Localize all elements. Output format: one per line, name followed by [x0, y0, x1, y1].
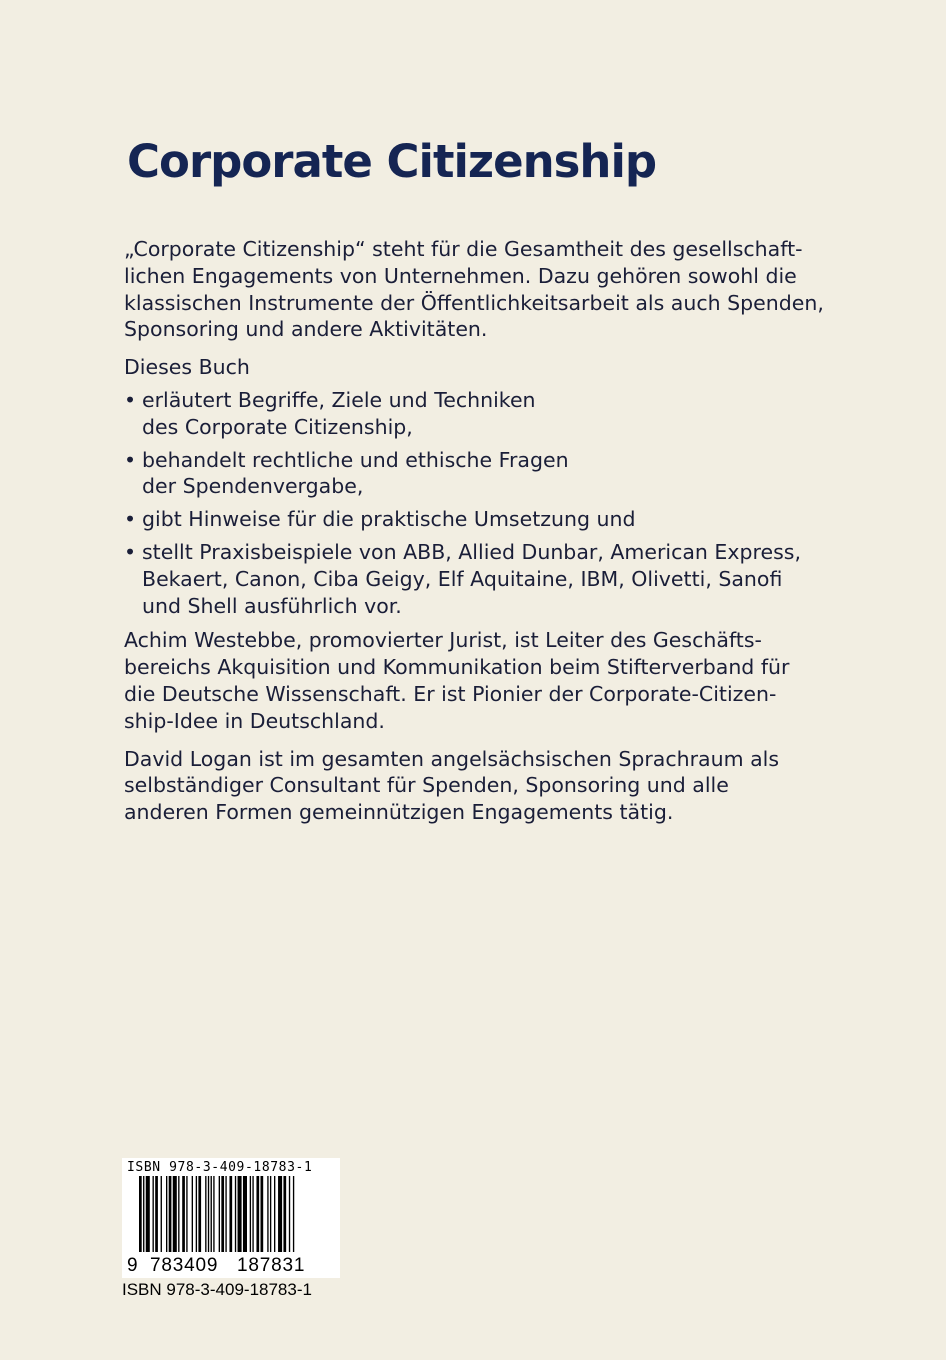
- barcode-bar: [235, 1176, 236, 1252]
- intro-paragraph: [124, 236, 824, 343]
- barcode-bar: [196, 1176, 197, 1252]
- barcode-bar: [169, 1176, 172, 1252]
- barcode-bar: [155, 1176, 158, 1252]
- barcode-bar: [139, 1176, 142, 1252]
- bio-line: David Logan ist im gesamten angelsächsischen Sprachraum als: [124, 746, 780, 771]
- barcode-bar: [267, 1176, 268, 1252]
- barcode-bar: [221, 1176, 224, 1252]
- bio-line: bereichs Akquisition und Kommunikation beim Stifterverband für: [124, 655, 790, 680]
- barcode-bar: [192, 1176, 193, 1252]
- feature-line: Bekaert, Canon, Ciba Geigy, Elf Aquitaine, IBM, Olivetti, Sanofi: [142, 566, 783, 591]
- barcode-digit-first: 9: [127, 1255, 138, 1276]
- barcode-bar: [213, 1176, 214, 1252]
- feature-item: [124, 447, 814, 501]
- intro-line: klassischen Instrumente der Öffentlichkeitsarbeit als auch Spenden,: [124, 290, 824, 315]
- barcode-bar: [146, 1176, 150, 1252]
- barcode-bar: [205, 1176, 206, 1252]
- barcode-bar: [243, 1176, 247, 1252]
- barcode-digits-left: 783409: [150, 1255, 219, 1276]
- barcode-bar: [182, 1176, 185, 1252]
- feature-line: erläutert Begriffe, Ziele und Techniken: [142, 387, 536, 412]
- barcode-bar: [208, 1176, 209, 1252]
- barcode-bar: [153, 1176, 154, 1252]
- intro-line: Sponsoring und andere Aktivitäten.: [124, 317, 488, 342]
- barcode-bar: [219, 1176, 220, 1252]
- barcode-bar: [270, 1176, 271, 1252]
- barcode-digits-right: 187831: [237, 1255, 306, 1276]
- feature-line: der Spendenvergabe,: [142, 474, 364, 499]
- bio-line: anderen Formen gemeinnützigen Engagements tätig.: [124, 800, 674, 825]
- barcode-bar: [238, 1176, 242, 1252]
- barcode-bar: [274, 1176, 275, 1252]
- feature-item: [124, 387, 814, 441]
- barcode-bar: [211, 1176, 212, 1252]
- intro-line: „Corporate Citizenship“ steht für die Gesamtheit des gesellschaft-: [124, 237, 803, 261]
- isbn-top-label: ISBN 978-3-409-18783-1: [127, 1160, 313, 1175]
- feature-line: stellt Praxisbeispiele von ABB, Allied Dunbar, American Express,: [142, 539, 801, 564]
- feature-line: des Corporate Citizenship,: [142, 414, 413, 439]
- barcode-bar: [143, 1176, 144, 1252]
- isbn-bottom-label: ISBN 978-3-409-18783-1: [122, 1280, 312, 1299]
- feature-item: [124, 506, 814, 533]
- barcode-bar: [229, 1176, 232, 1252]
- barcode-bar: [293, 1176, 294, 1252]
- barcode-bar: [173, 1176, 177, 1252]
- bio-line: Achim Westebbe, promovierter Jurist, ist Leiter des Geschäfts-: [124, 628, 762, 653]
- barcode-bar: [289, 1176, 290, 1252]
- barcode-bar: [252, 1176, 253, 1252]
- author-westebbe-bio: [124, 627, 814, 734]
- barcode-bar: [178, 1176, 179, 1252]
- feature-line: behandelt rechtliche und ethische Fragen: [142, 447, 569, 472]
- barcode-bar: [186, 1176, 187, 1252]
- back-cover-text: [124, 236, 824, 837]
- bullet-icon: •: [124, 539, 137, 564]
- bio-line: ship-Idee in Deutschland.: [124, 708, 385, 733]
- barcode-bar: [278, 1176, 282, 1252]
- isbn-barcode-box: [122, 1158, 340, 1278]
- intro-line: lichen Engagements von Unternehmen. Dazu gehören sowohl die: [124, 263, 797, 288]
- barcode-bar: [161, 1176, 162, 1252]
- book-title: Corporate Citizenship: [127, 135, 657, 188]
- barcode-bar: [198, 1176, 201, 1252]
- feature-list: [124, 387, 814, 619]
- barcode-bar: [283, 1176, 286, 1252]
- author-logan-bio: [124, 746, 814, 826]
- feature-item: [124, 539, 814, 619]
- bio-line: die Deutsche Wissenschaft. Er ist Pionier der Corporate-Citizen-: [124, 681, 777, 706]
- barcode-bar: [261, 1176, 264, 1252]
- bullet-icon: •: [124, 387, 137, 412]
- book-lead: Dieses Buch: [124, 355, 250, 380]
- feature-line: und Shell ausführlich vor.: [142, 593, 402, 618]
- feature-line: gibt Hinweise für die praktische Umsetzung und: [142, 507, 636, 532]
- barcode-bar: [250, 1176, 251, 1252]
- barcode-graphic: [122, 1158, 340, 1278]
- bullet-icon: •: [124, 447, 137, 472]
- bio-line: selbständiger Consultant für Spenden, Sponsoring und alle: [124, 773, 729, 798]
- barcode-bar: [225, 1176, 226, 1252]
- barcode-bar: [256, 1176, 259, 1252]
- bullet-icon: •: [124, 507, 137, 532]
- barcode-bar: [166, 1176, 167, 1252]
